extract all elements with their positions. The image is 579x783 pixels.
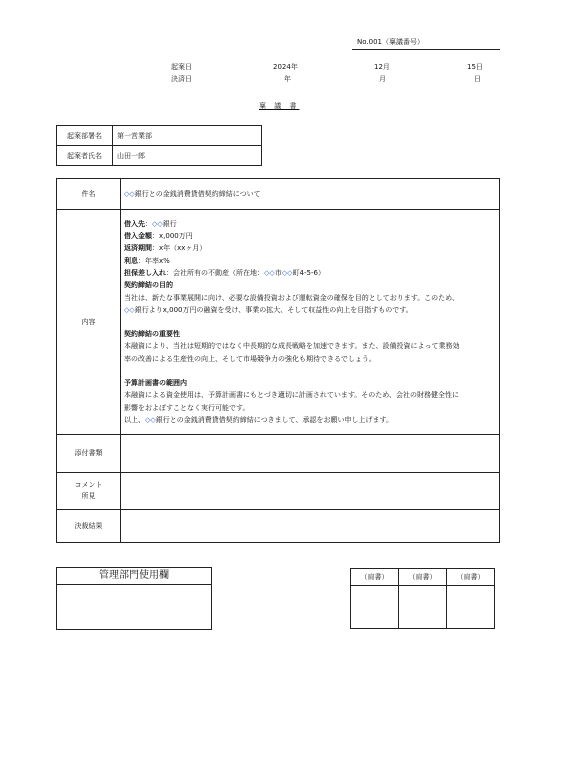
collateral-value-2: 市 — [274, 268, 282, 277]
document-number: No.001（稟議番号） — [357, 38, 424, 46]
management-box — [56, 567, 212, 630]
stamp-box-1[interactable] — [351, 586, 399, 629]
collateral-label: 担保差し入れ — [124, 268, 166, 277]
budget-heading: 予算計画書の範囲内 — [124, 379, 187, 388]
budget-line-2: 影響をおよぼすことなく実行可能です。 — [124, 403, 250, 412]
subject-text: 銀行との金銭消費貸借契約締結について — [134, 190, 261, 198]
comment-field[interactable] — [121, 473, 500, 510]
amount-label: 借入金額 — [124, 232, 152, 241]
purpose-line-2: 銀行よりx,000万円の融資を受け、事業の拡大、そして収益性の向上を目指すものです。 — [134, 305, 413, 314]
comment-label — [57, 473, 121, 510]
importance-line-1: 本融資により、当社は短期的ではなく中長期的な成長戦略を加速できます。また、設備投資によって業務効 — [124, 342, 460, 351]
budget-line-1: 本融資による資金使用は、予算計画書にもとづき適切に計画されています。そのため、会社の財務健全性に — [124, 391, 460, 400]
decision-day-unit: 日 — [474, 75, 481, 83]
interest-label: 利息 — [124, 256, 138, 265]
importance-line-2: 率の改善による生産性の向上、そして市場競争力の強化も期待できるでしょう。 — [124, 354, 376, 363]
stamp-box-3[interactable] — [447, 586, 495, 629]
subject-label: 件名 — [57, 179, 121, 210]
importance-heading: 契約締結の重要性 — [124, 330, 180, 339]
draft-date-label: 起案日 — [171, 63, 192, 71]
draft-year: 2024年 — [273, 63, 298, 71]
period-value: ：x年（xxヶ月） — [152, 244, 207, 253]
lender-value: 銀行 — [162, 219, 177, 228]
page-title: 稟 議 書 — [259, 102, 300, 110]
subject-placeholder-mark: ◇◇ — [124, 190, 135, 198]
attachments-field[interactable] — [121, 435, 500, 473]
amount-value: ：x,000万円 — [152, 232, 193, 241]
collateral-value-3: 町4-5-6） — [292, 268, 325, 277]
lender-label: 借入先 — [124, 219, 145, 228]
purpose-line-1: 当社は、新たな事業展開に向け、必要な設備投資および運転資金の確保を目的としております。このため、 — [124, 293, 459, 302]
content-body — [121, 210, 500, 435]
department-label: 起案部署名 — [57, 126, 113, 146]
content-label: 内容 — [57, 210, 121, 435]
collateral-city-mark: ◇◇ — [264, 268, 275, 277]
stamp-title-3: （肩書） — [447, 569, 495, 586]
decision-result-label: 決裁結果 — [57, 510, 121, 543]
ringi-main-table — [56, 178, 500, 543]
closing-1: 以上、 — [124, 415, 145, 424]
approval-stamp-table — [350, 568, 495, 629]
collateral-town-mark: ◇◇ — [281, 268, 293, 277]
closing-2: 銀行との金銭消費貸借契約締結につきまして、承認をお願い申し上げます。 — [155, 415, 393, 424]
attachments-label: 添付書類 — [57, 435, 121, 473]
collateral-value-1: ：会社所有の不動産（所在地： — [166, 268, 264, 277]
decision-result-field[interactable] — [121, 510, 500, 543]
subject-value — [121, 179, 500, 210]
decision-date-label: 決済日 — [171, 75, 192, 83]
period-label: 返済期間 — [124, 244, 152, 253]
drafter-name-value: 山田一郎 — [113, 146, 262, 166]
department-value: 第一営業部 — [113, 126, 262, 146]
lender-colon: ： — [145, 219, 152, 228]
lender-placeholder-mark: ◇◇ — [152, 219, 163, 228]
purpose-heading: 契約締結の目的 — [124, 281, 173, 290]
closing-placeholder-mark: ◇◇ — [145, 415, 156, 424]
comment-label-line-2: 所見 — [81, 492, 96, 500]
drafter-info-table — [56, 125, 262, 166]
interest-value: ：年率x% — [138, 256, 170, 265]
decision-year-unit: 年 — [284, 75, 291, 83]
purpose-placeholder-mark: ◇◇ — [124, 305, 135, 314]
stamp-title-1: （肩書） — [351, 569, 399, 586]
stamp-title-2: （肩書） — [399, 569, 447, 586]
stamp-box-2[interactable] — [399, 586, 447, 629]
draft-day: 15日 — [467, 63, 483, 71]
drafter-name-label: 起案者氏名 — [57, 146, 113, 166]
decision-month-unit: 月 — [379, 75, 386, 83]
management-heading: 管理部門使用欄 — [57, 568, 211, 585]
draft-month: 12月 — [374, 63, 390, 71]
comment-label-line-1: コメント — [74, 481, 103, 489]
document-number-underline — [352, 49, 500, 50]
